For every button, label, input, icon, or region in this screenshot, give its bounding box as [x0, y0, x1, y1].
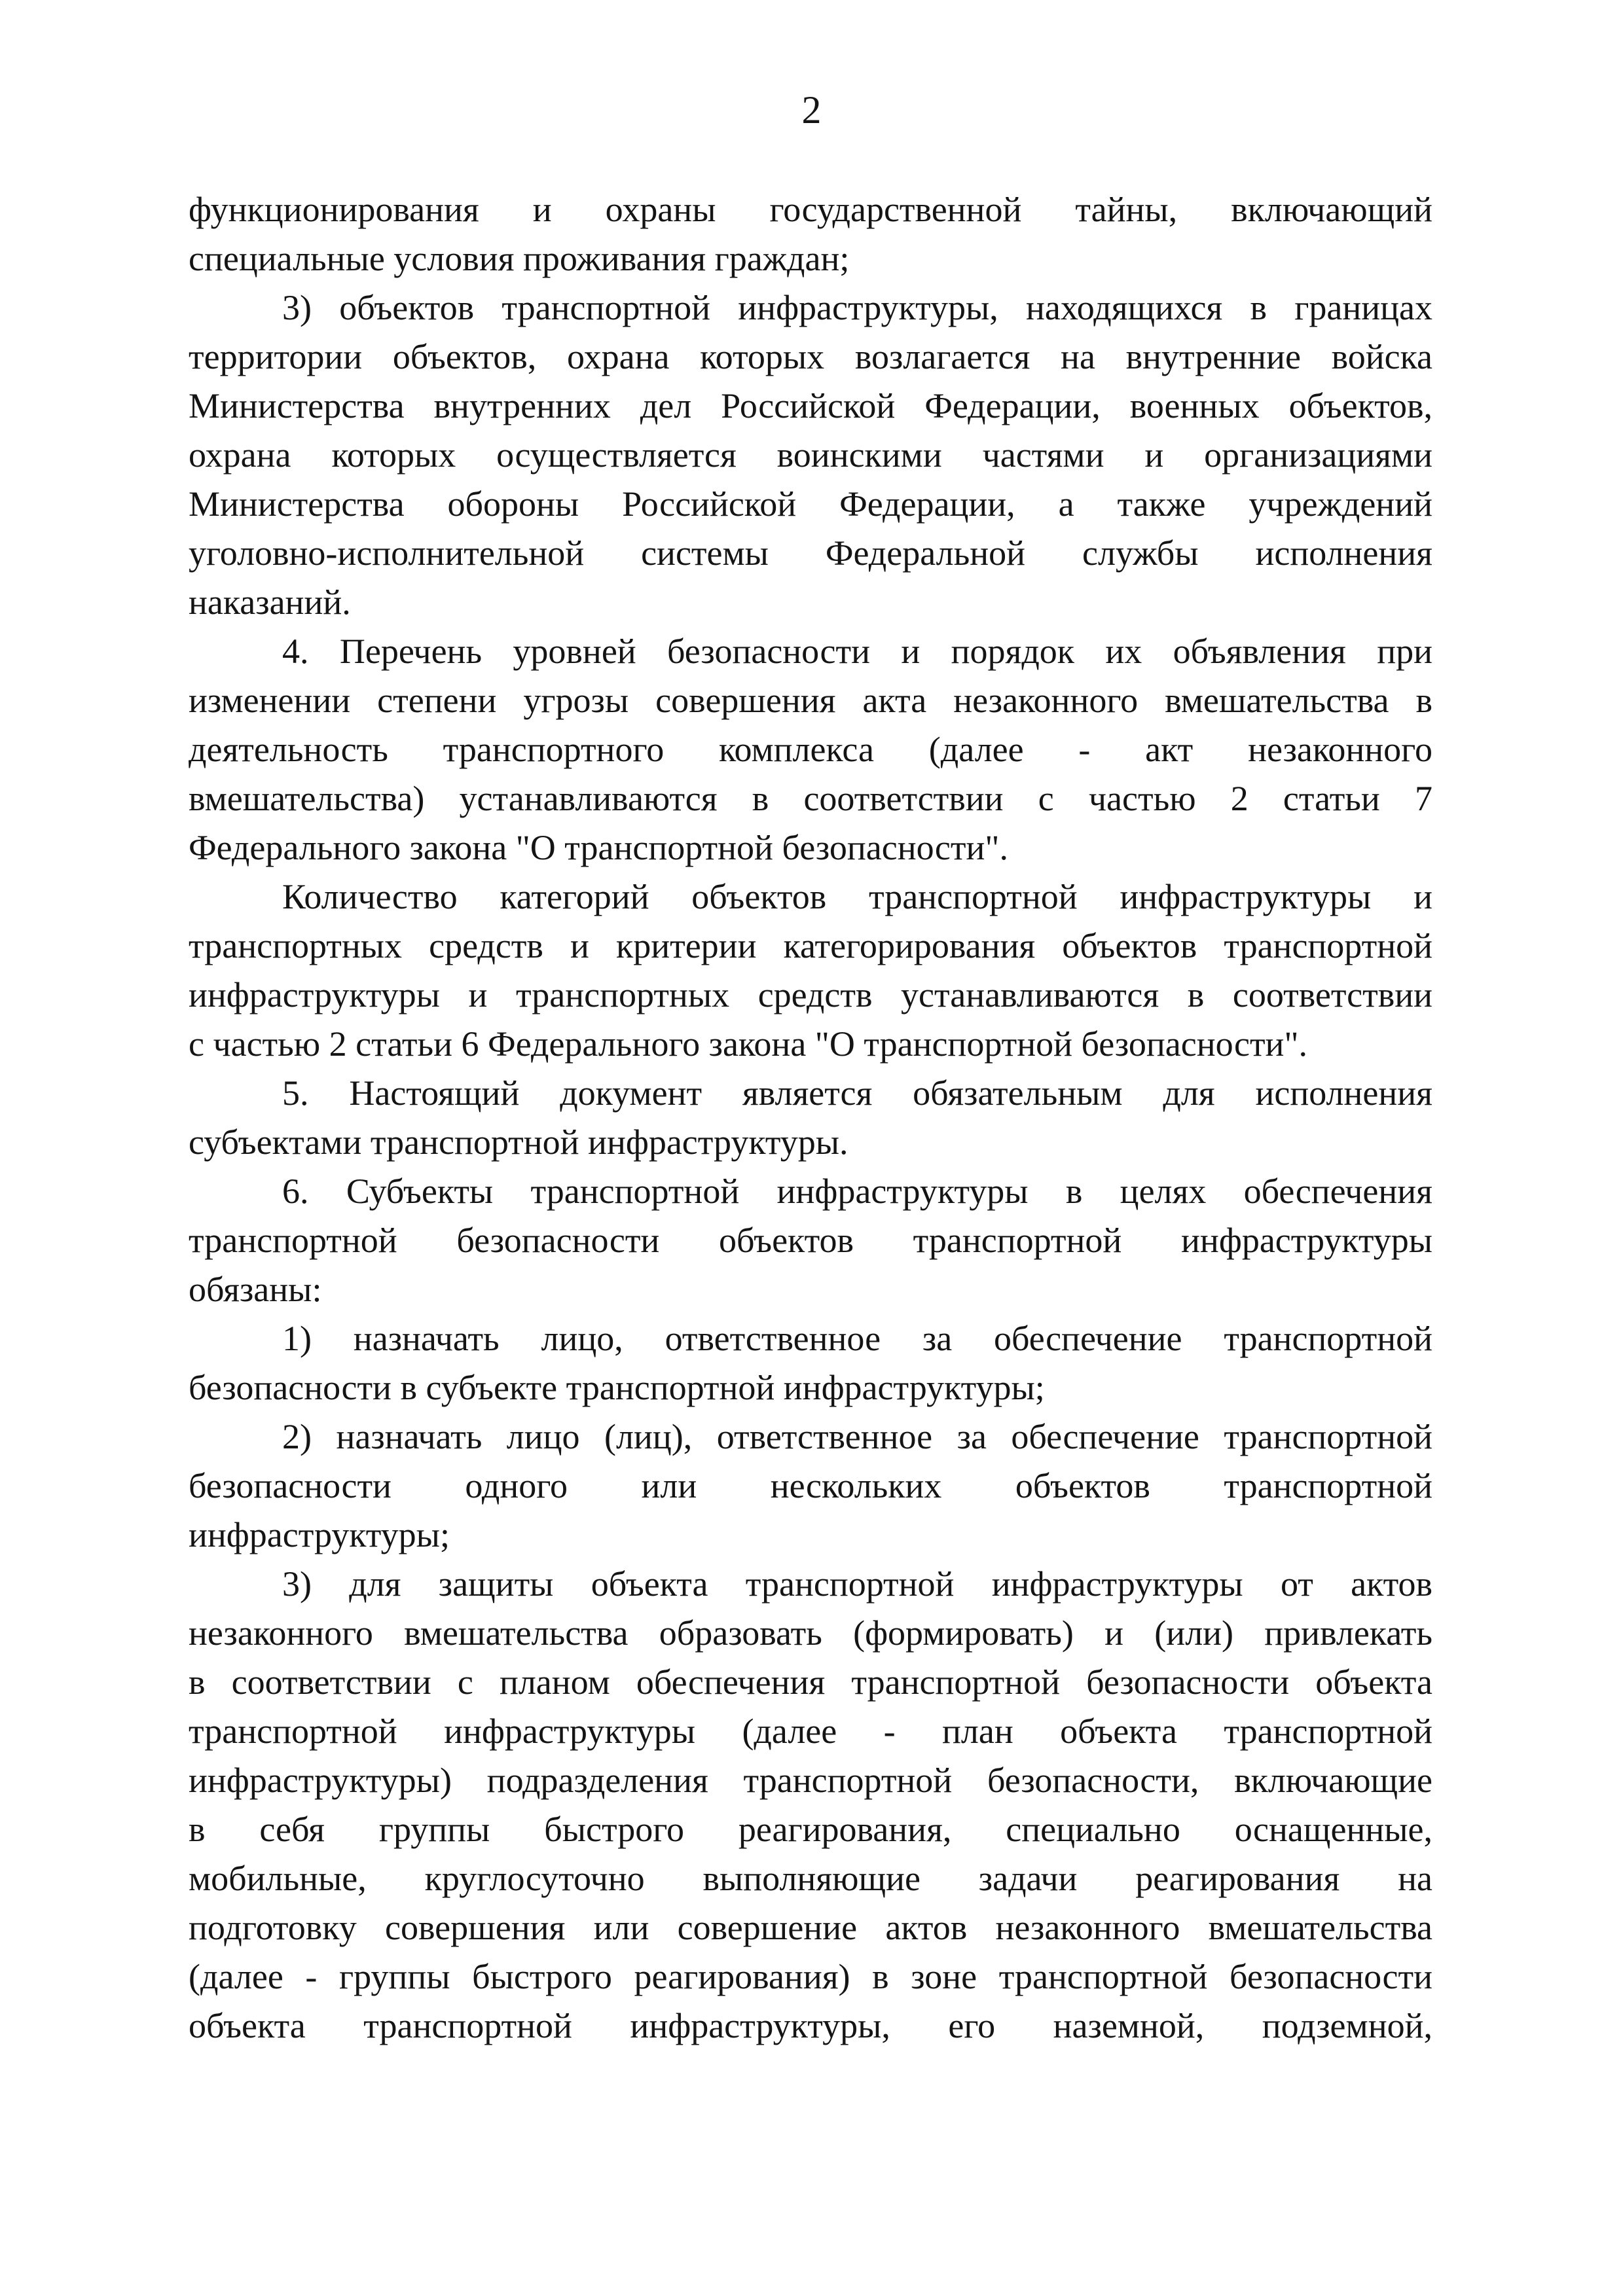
text-line: подготовку совершения или совершение актов незаконного вмешательства — [189, 1908, 1432, 1947]
text-line: незаконного вмешательства образовать (формировать) и (или) привлекать — [189, 1613, 1432, 1653]
text-line: 4. Перечень уровней безопасности и порядок их объявления при — [282, 632, 1432, 671]
text-line: уголовно-исполнительной системы Федеральной службы исполнения — [189, 533, 1432, 573]
text-line: инфраструктуры; — [189, 1515, 450, 1554]
text-line: в соответствии с планом обеспечения транспортной безопасности объекта — [189, 1662, 1432, 1702]
text-line: Министерства обороны Российской Федерации, а также учреждений — [189, 484, 1432, 524]
text-line: безопасности в субъекте транспортной инфраструктуры; — [189, 1368, 1045, 1407]
text-line: Количество категорий объектов транспортной инфраструктуры и — [282, 877, 1432, 916]
paragraph — [189, 185, 1432, 283]
text-line: специальные условия проживания граждан; — [189, 239, 850, 278]
paragraph — [189, 1314, 1432, 1412]
text-line: деятельность транспортного комплекса (далее - акт незаконного — [189, 730, 1432, 769]
text-line: безопасности одного или нескольких объектов транспортной — [189, 1466, 1432, 1505]
page-number: 2 — [801, 88, 822, 132]
text-line: инфраструктуры) подразделения транспортной безопасности, включающие — [189, 1761, 1432, 1800]
paragraph — [189, 1412, 1432, 1560]
text-line: инфраструктуры и транспортных средств устанавливаются в соответствии — [189, 975, 1432, 1014]
text-line: изменении степени угрозы совершения акта незаконного вмешательства в — [189, 681, 1432, 720]
text-line: объекта транспортной инфраструктуры, его наземной, подземной, — [189, 2006, 1432, 2045]
paragraph — [189, 627, 1432, 872]
text-line: 3) для защиты объекта транспортной инфраструктуры от актов — [282, 1564, 1432, 1604]
text-line: транспортных средств и критерии категорирования объектов транспортной — [189, 926, 1432, 965]
text-line: 2) назначать лицо (лиц), ответственное за обеспечение транспортной — [282, 1417, 1432, 1456]
paragraph — [189, 283, 1432, 627]
text-line: 6. Субъекты транспортной инфраструктуры в целях обеспечения — [282, 1172, 1432, 1211]
text-line: наказаний. — [189, 583, 351, 622]
text-line: субъектами транспортной инфраструктуры. — [189, 1122, 848, 1162]
document-body — [189, 185, 1432, 2051]
text-line: транспортной инфраструктуры (далее - план объекта транспортной — [189, 1712, 1432, 1751]
text-line: (далее - группы быстрого реагирования) в зоне транспортной безопасности — [189, 1957, 1432, 1996]
text-line: 5. Настоящий документ является обязательным для исполнения — [282, 1073, 1432, 1113]
text-line: функционирования и охраны государственной тайны, включающий — [189, 190, 1432, 229]
text-line: территории объектов, охрана которых возлагается на внутренние войска — [189, 337, 1432, 376]
text-line: 3) объектов транспортной инфраструктуры, находящихся в границах — [282, 288, 1432, 327]
paragraph — [189, 1167, 1432, 1314]
text-line: охрана которых осуществляется воинскими частями и организациями — [189, 435, 1432, 475]
text-line: вмешательства) устанавливаются в соответствии с частью 2 статьи 7 — [189, 779, 1432, 818]
text-line: в себя группы быстрого реагирования, специально оснащенные, — [189, 1810, 1432, 1849]
text-line: мобильные, круглосуточно выполняющие задачи реагирования на — [189, 1859, 1432, 1898]
text-line: обязаны: — [189, 1270, 322, 1309]
text-line: 1) назначать лицо, ответственное за обеспечение транспортной — [282, 1319, 1432, 1358]
paragraph — [189, 1560, 1432, 2051]
paragraph — [189, 1069, 1432, 1167]
text-line: Министерства внутренних дел Российской Федерации, военных объектов, — [189, 386, 1432, 425]
paragraph — [189, 872, 1432, 1069]
text-line: Федерального закона "О транспортной безопасности". — [189, 828, 1008, 867]
text-line: транспортной безопасности объектов транспортной инфраструктуры — [189, 1221, 1432, 1260]
text-line: с частью 2 статьи 6 Федерального закона "О транспортной безопасности". — [189, 1024, 1307, 1064]
